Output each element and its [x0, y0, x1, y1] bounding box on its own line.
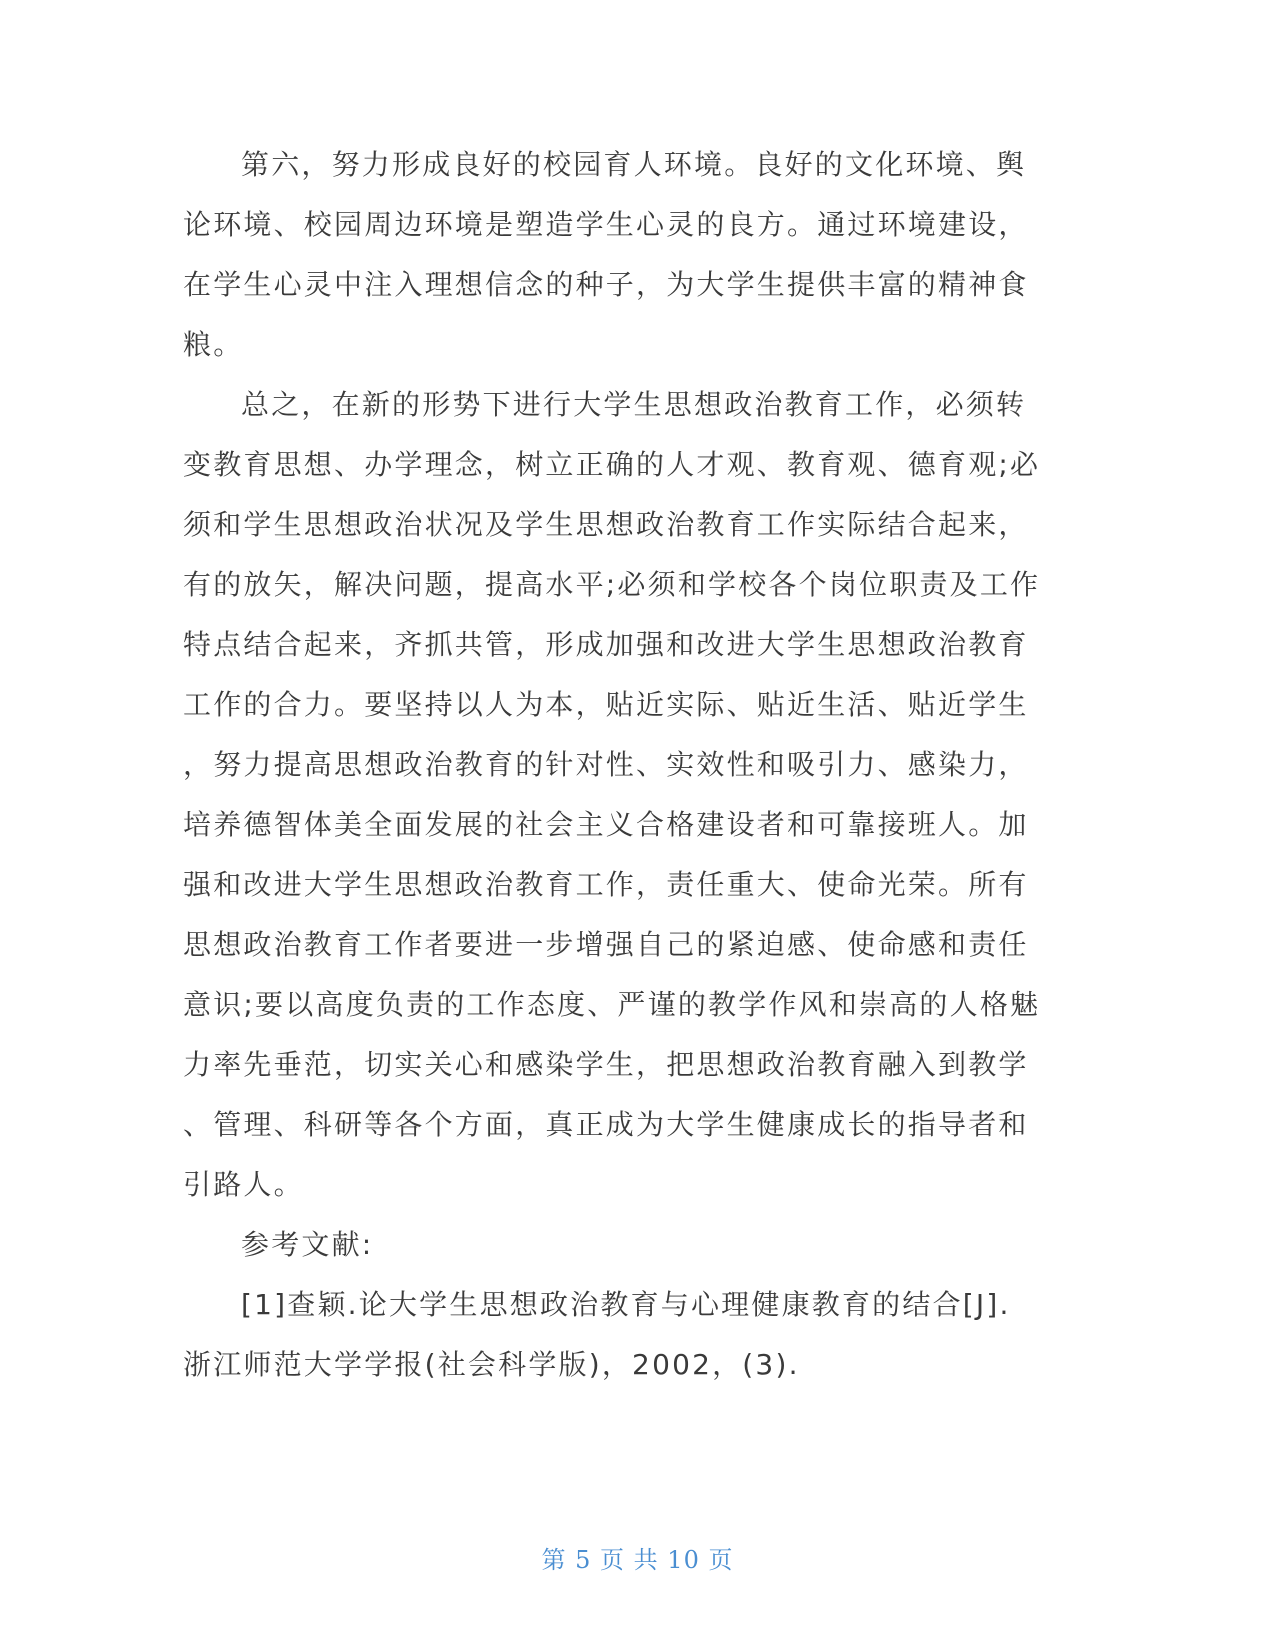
- text-line: 力率先垂范，切实关心和感染学生，把思想政治教育融入到教学: [183, 1048, 1029, 1081]
- text-line: 论环境、校园周边环境是塑造学生心灵的良方。通过环境建设，: [183, 208, 1029, 241]
- text-line: 有的放矢，解决问题，提高水平;必须和学校各个岗位职责及工作: [183, 568, 1041, 601]
- text-line: 浙江师范大学学报(社会科学版)，2002，(3).: [183, 1348, 800, 1381]
- text-line: 培养德智体美全面发展的社会主义合格建设者和可靠接班人。加: [183, 808, 1029, 841]
- text-line: 粮。: [183, 328, 244, 361]
- text-line: 引路人。: [183, 1168, 304, 1201]
- references-heading: [183, 1215, 1033, 1275]
- text-line: 意识;要以高度负责的工作态度、严谨的教学作风和崇高的人格魅: [183, 988, 1041, 1021]
- text-line: 、管理、科研等各个方面，真正成为大学生健康成长的指导者和: [183, 1108, 1029, 1141]
- paragraph-campus-environment: [183, 135, 1033, 375]
- paragraph-conclusion: [183, 375, 1041, 1215]
- text-line: 变教育思想、办学理念，树立正确的人才观、教育观、德育观;必: [183, 448, 1041, 481]
- text-line: 总之，在新的形势下进行大学生思想政治教育工作，必须转: [241, 388, 1027, 421]
- text-line: 在学生心灵中注入理想信念的种子，为大学生提供丰富的精神食: [183, 268, 1029, 301]
- text-line: 强和改进大学生思想政治教育工作，责任重大、使命光荣。所有: [183, 868, 1029, 901]
- document-body: [183, 135, 1041, 1395]
- references-heading-text: 参考文献:: [241, 1228, 374, 1261]
- text-line: 特点结合起来，齐抓共管，形成加强和改进大学生思想政治教育: [183, 628, 1029, 661]
- text-line: 须和学生思想政治状况及学生思想政治教育工作实际结合起来，: [183, 508, 1029, 541]
- reference-entry: [183, 1275, 1033, 1395]
- page-number-footer: 第 5 页 共 10 页: [541, 1546, 734, 1574]
- text-line: 思想政治教育工作者要进一步增强自己的紧迫感、使命感和责任: [183, 928, 1029, 961]
- text-line: ，努力提高思想政治教育的针对性、实效性和吸引力、感染力，: [183, 748, 1029, 781]
- text-line: 工作的合力。要坚持以人为本，贴近实际、贴近生活、贴近学生: [183, 688, 1029, 721]
- text-line: 第六，努力形成良好的校园育人环境。良好的文化环境、舆: [241, 148, 1027, 181]
- text-line: [1]查颖.论大学生思想政治教育与心理健康教育的结合[J].: [241, 1288, 1011, 1321]
